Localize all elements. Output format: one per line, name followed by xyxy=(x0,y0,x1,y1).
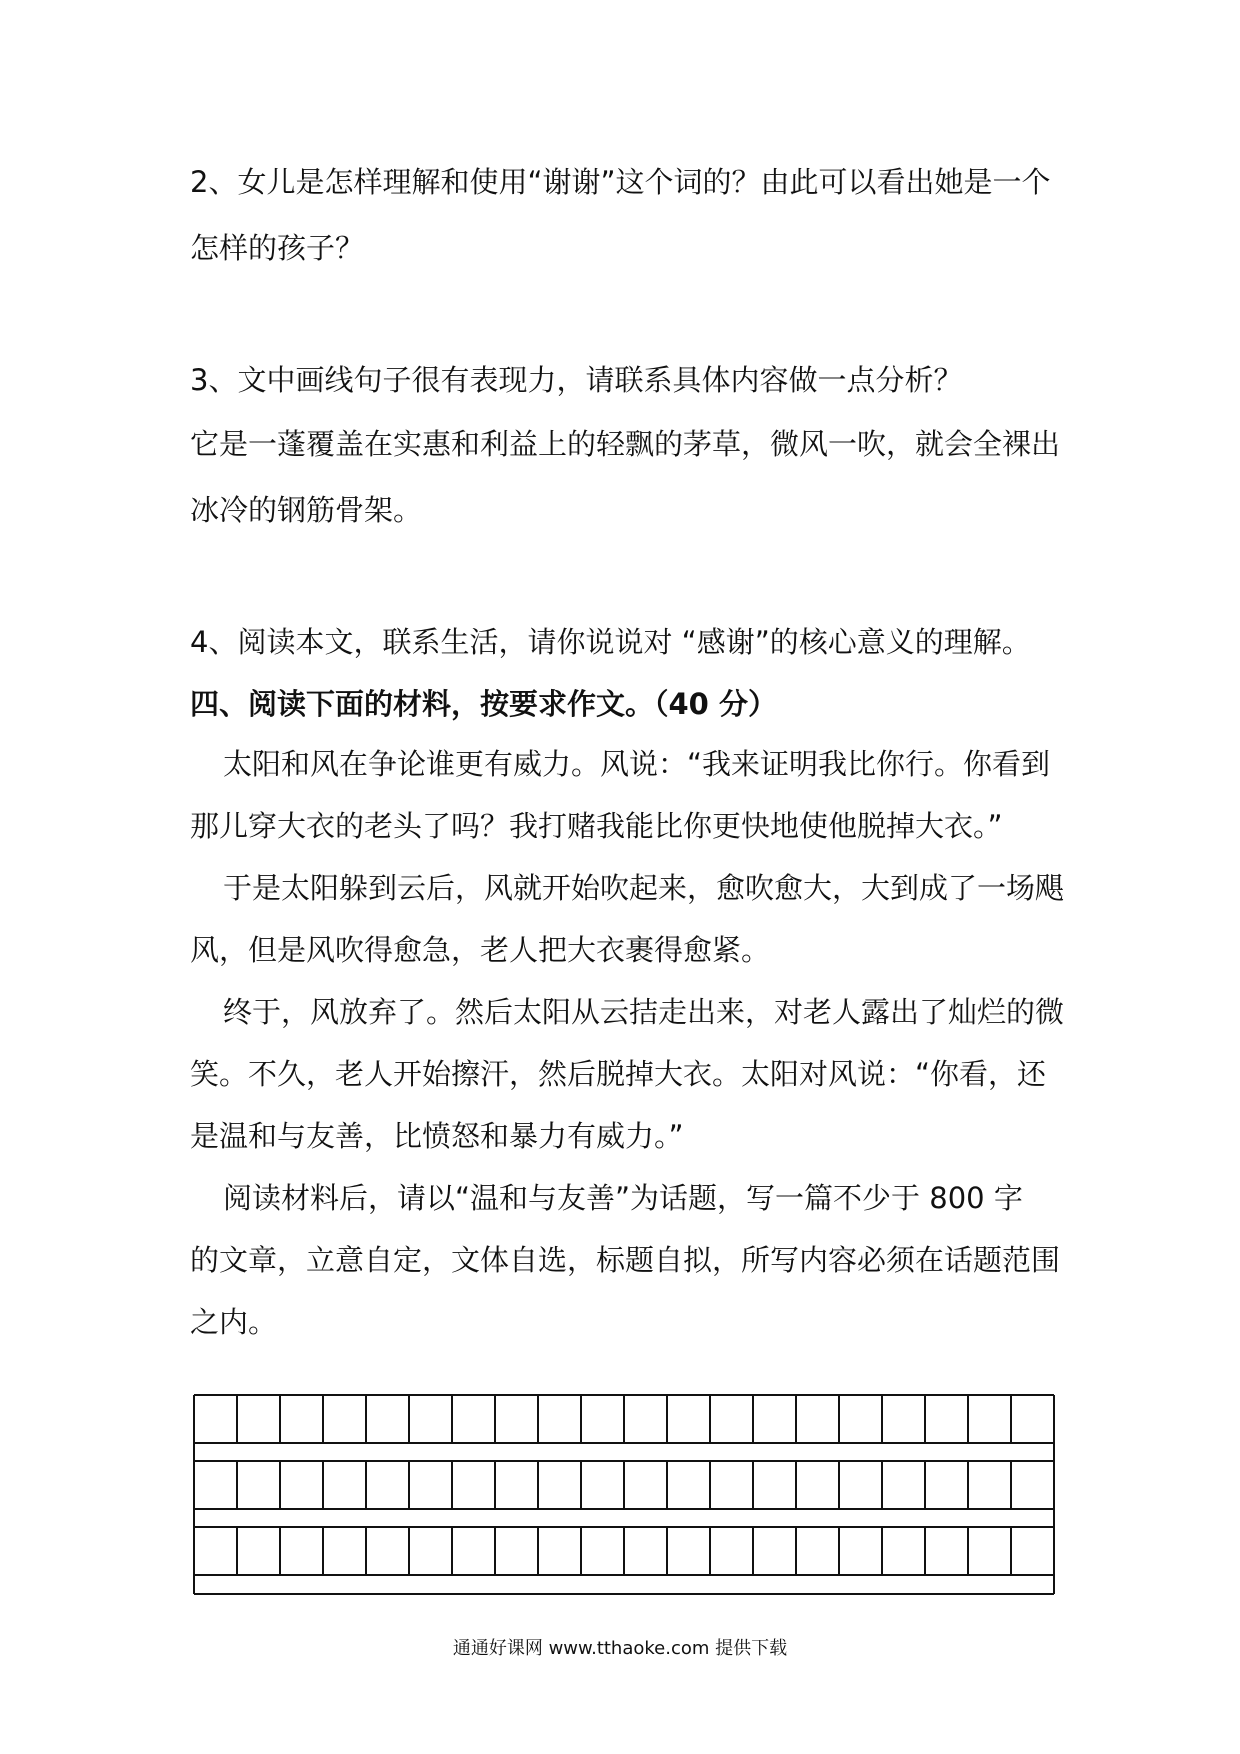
material-paragraph-2-line-2: 风，但是风吹得愈急，老人把大衣裹得愈紧。 xyxy=(190,933,771,967)
composition-writing-grid[interactable] xyxy=(193,1394,1055,1595)
essay-prompt-line-2: 的文章，立意自定，文体自选，标题自拟，所写内容必须在话题范围 xyxy=(190,1243,1061,1277)
essay-prompt-line-3: 之内。 xyxy=(190,1305,278,1339)
question-2-line-2: 怎样的孩子？ xyxy=(190,231,365,265)
material-paragraph-1-line-1: 太阳和风在争论谁更有威力。风说：“我来证明我比你行。你看到 xyxy=(223,747,1051,781)
footer-download-note: 通通好课网 www.tthaoke.com 提供下载 xyxy=(452,1638,788,1659)
material-paragraph-2-line-1: 于是太阳躲到云后，风就开始吹起来，愈吹愈大，大到成了一场飓 xyxy=(223,871,1065,905)
question-4-line-1: 4、阅读本文，联系生活，请你说说对 “感谢”的核心意义的理解。 xyxy=(190,625,1031,659)
question-3-line-1: 3、文中画线句子很有表现力，请联系具体内容做一点分析？ xyxy=(190,363,963,397)
material-paragraph-3-line-3: 是温和与友善，比愤怒和暴力有威力。” xyxy=(190,1119,684,1153)
question-3-quoted-sentence-line-1: 它是一蓬覆盖在实惠和利益上的轻飘的茅草，微风一吹，就会全裸出 xyxy=(190,427,1061,461)
essay-prompt-line-1: 阅读材料后，请以“温和与友善”为话题，写一篇不少于 800 字 xyxy=(223,1181,1023,1215)
section-4-heading: 四、阅读下面的材料，按要求作文。（40 分） xyxy=(190,687,777,721)
material-paragraph-1-line-2: 那儿穿大衣的老头了吗？我打赌我能比你更快地使他脱掉大衣。” xyxy=(190,809,1003,843)
question-2-line-1: 2、女儿是怎样理解和使用“谢谢”这个词的？由此可以看出她是一个 xyxy=(190,165,1051,199)
material-paragraph-3-line-2: 笑。不久，老人开始擦汗，然后脱掉大衣。太阳对风说：“你看，还 xyxy=(190,1057,1047,1091)
question-3-quoted-sentence-line-2: 冰冷的钢筋骨架。 xyxy=(190,493,423,527)
material-paragraph-3-line-1: 终于，风放弃了。然后太阳从云拮走出来，对老人露出了灿烂的微 xyxy=(223,995,1065,1029)
